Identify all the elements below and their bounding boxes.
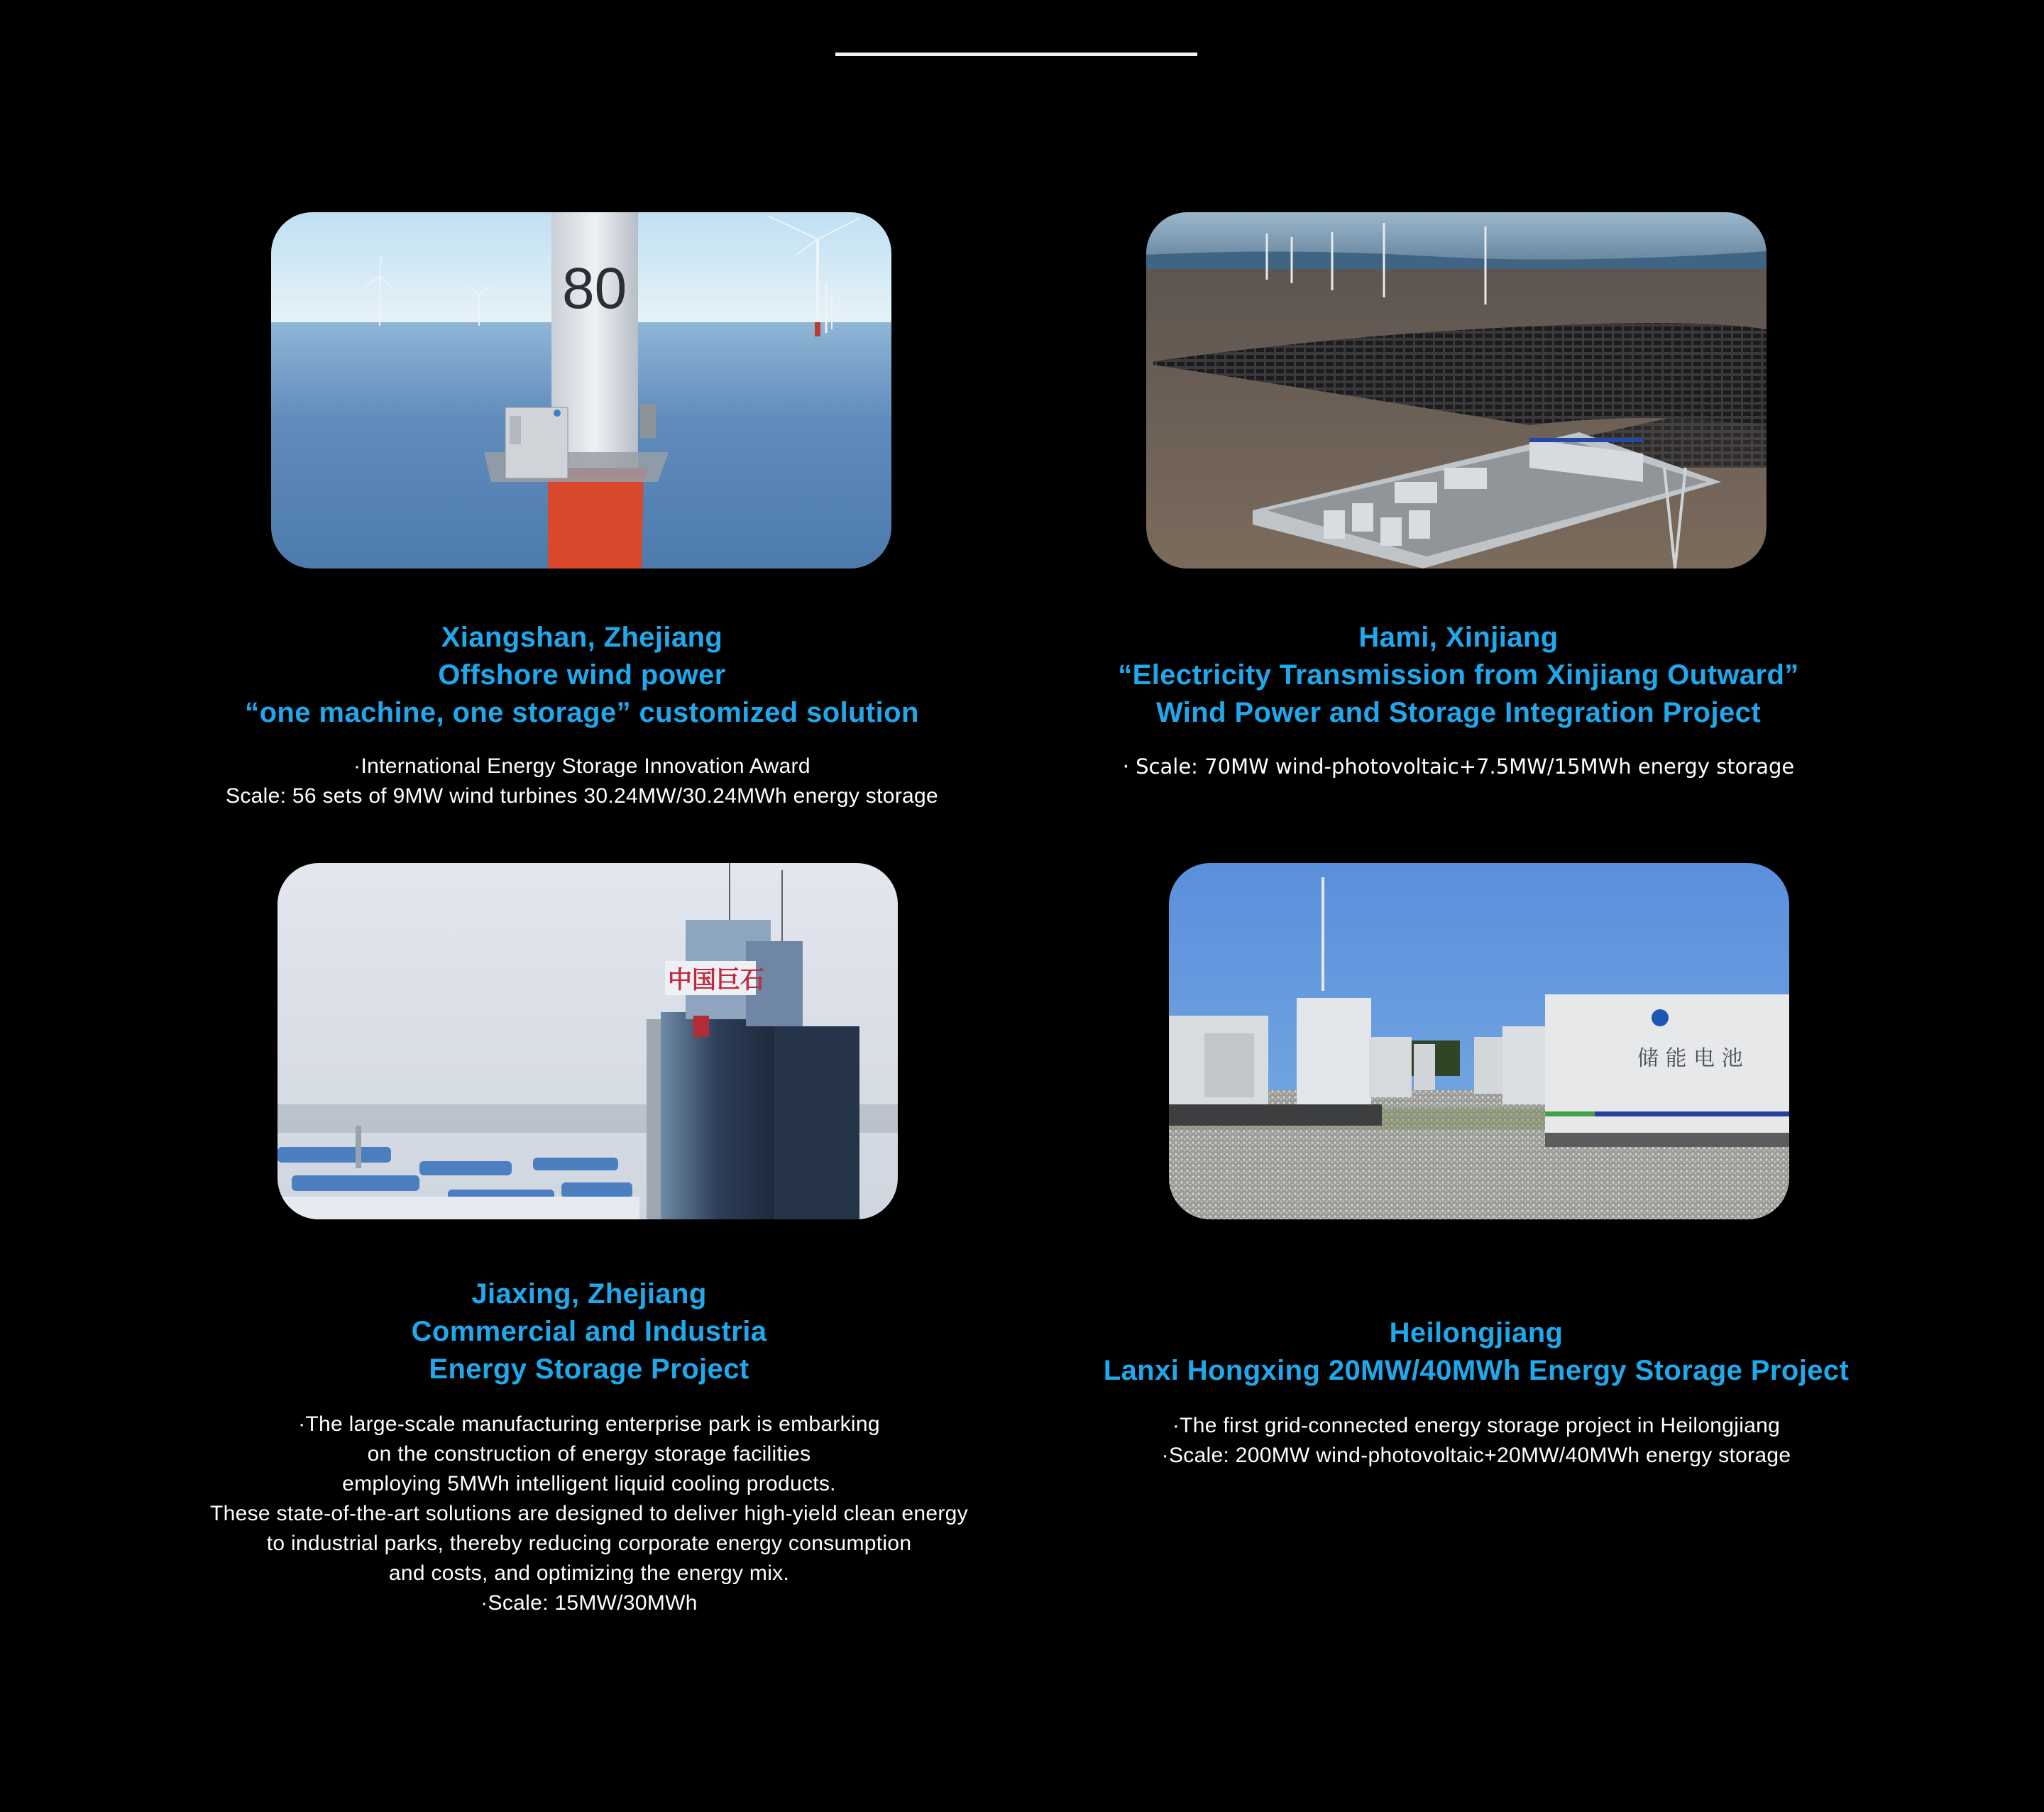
project-subtitle: Lanxi Hongxing 20MW/40MWh Energy Storage Project (1103, 1355, 1850, 1386)
offshore-wind-image (271, 212, 891, 569)
project-title (1050, 1314, 1902, 1390)
scale-line: ·Scale: 200MW wind-photovoltaic+20MW/40MWh energy storage (1161, 1444, 1791, 1467)
project-description (177, 752, 987, 811)
award-line: ·International Energy Storage Innovation Award (353, 754, 811, 778)
project-title (163, 1275, 1015, 1388)
project-caption-jiaxing (163, 1275, 1015, 1618)
project-description (1050, 752, 1867, 781)
project-caption-heilongjiang (1050, 1314, 1902, 1471)
description-line: to industrial parks, thereby reducing corporate energy consumption (266, 1532, 912, 1555)
scale-line: Scale: 56 sets of 9MW wind turbines 30.24MW/30.24MWh energy storage (226, 784, 938, 808)
description-line: and costs, and optimizing the energy mix. (388, 1561, 790, 1585)
project-photo-jiaxing (278, 863, 898, 1219)
project-slogan: “Electricity Transmission from Xinjiang Outward” (1118, 659, 1799, 691)
container-label: 储 能 电 池 (1637, 1046, 1743, 1071)
project-subtitle: “one machine, one storage” customized solution (245, 697, 919, 728)
top-divider (835, 53, 1197, 56)
office-tower-industrial-park-image (278, 863, 898, 1219)
description-line: These state-of-the-art solutions are designed to deliver high-yield clean energy (210, 1502, 968, 1525)
project-subtitle: Energy Storage Project (429, 1353, 749, 1385)
project-caption-hami (1050, 619, 1867, 781)
scale-line: · Scale: 70MW wind-photovoltaic+7.5MW/15MWh energy storage (1122, 754, 1795, 779)
project-photo-hami (1146, 212, 1766, 569)
description-line: ·The large-scale manufacturing enterprise park is embarking (298, 1412, 880, 1436)
scale-line: ·Scale: 15MW/30MWh (480, 1591, 698, 1615)
description-line: employing 5MWh intelligent liquid cooling products. (342, 1472, 836, 1495)
project-type: Commercial and Industria (411, 1316, 767, 1347)
project-type: Offshore wind power (438, 659, 726, 691)
project-photo-heilongjiang (1169, 863, 1789, 1219)
project-caption-xiangshan (177, 619, 987, 811)
description-line: on the construction of energy storage facilities (367, 1442, 811, 1466)
tower-number: 80 (562, 256, 627, 321)
project-title (177, 619, 987, 732)
project-description (1050, 1411, 1902, 1471)
project-description (163, 1410, 1015, 1618)
project-title (1050, 619, 1867, 732)
project-location: Heilongjiang (1389, 1317, 1564, 1349)
project-subtitle: Wind Power and Storage Integration Project (1155, 697, 1762, 728)
project-photo-offshore-wind (271, 212, 891, 569)
desert-solar-substation-image (1146, 212, 1766, 569)
battery-containers-image (1169, 863, 1789, 1219)
project-location: Xiangshan, Zhejiang (441, 622, 723, 653)
project-location: Jiaxing, Zhejiang (471, 1278, 707, 1309)
building-sign: 中国巨石 (668, 966, 764, 994)
description-line: ·The first grid-connected energy storage project in Heilongjiang (1172, 1414, 1781, 1437)
project-location: Hami, Xinjiang (1358, 622, 1559, 653)
